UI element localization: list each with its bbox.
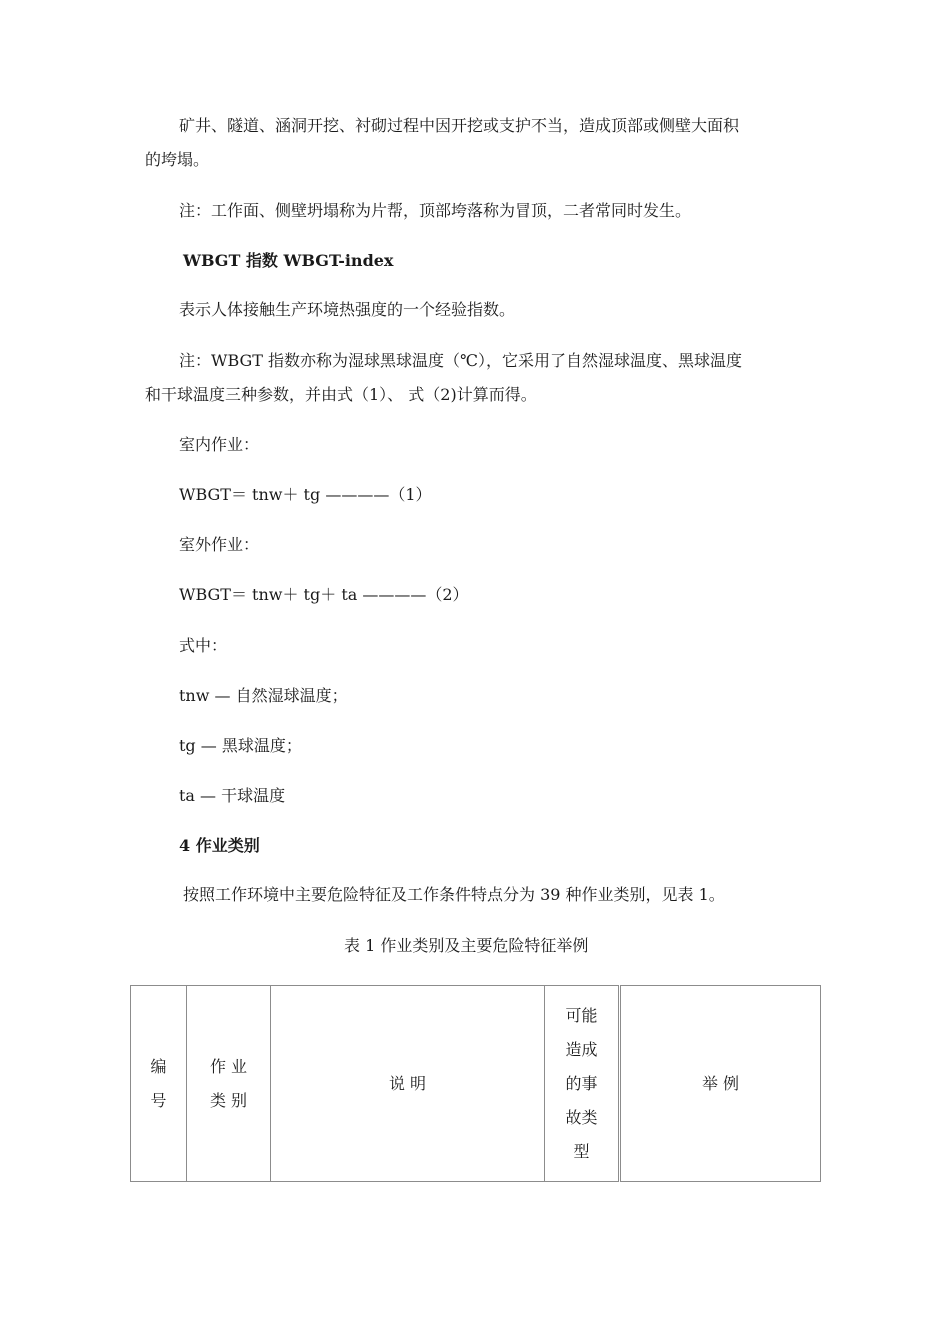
section-4-text: 按照工作环境中主要危险特征及工作条件特点分为 39 种作业类别，见表 1。	[183, 885, 725, 904]
collapse-paragraph-line1: 矿井、隧道、涵洞开挖、衬砌过程中因开挖或支护不当，造成顶部或侧壁大面积	[179, 116, 740, 135]
header-accident-types: 可能 造成 的事 故类 型	[545, 986, 620, 1182]
formula-outdoor: WBGT＝ tnw＋ tg＋ ta ————（2）	[179, 585, 469, 604]
definition-tnw: tnw — 自然湿球温度；	[179, 686, 348, 705]
wbgt-note-line2: 和干球温度三种参数，并由式（1）、 式（2)计算而得。	[145, 385, 537, 404]
wbgt-definition: 表示人体接触生产环境热强度的一个经验指数。	[179, 300, 516, 319]
where-label: 式中：	[179, 636, 228, 655]
indoor-label: 室内作业：	[179, 435, 260, 454]
collapse-paragraph-line2: 的垮塌。	[145, 150, 210, 169]
header-examples: 举 例	[620, 986, 821, 1182]
header-number: 编 号	[131, 986, 187, 1182]
wbgt-term-heading: WBGT 指数 WBGT-index	[183, 251, 394, 270]
header-description: 说 明	[271, 986, 545, 1182]
wbgt-note-line1: 注：WBGT 指数亦称为湿球黑球温度（℃），它采用了自然湿球温度、黑球温度	[179, 351, 742, 370]
work-category-table	[130, 985, 821, 1182]
table-caption: 表 1 作业类别及主要危险特征举例	[344, 936, 589, 955]
collapse-note: 注：工作面、侧壁坍塌称为片帮，顶部垮落称为冒顶，二者常同时发生。	[179, 201, 692, 220]
section-4-heading: 4 作业类别	[179, 836, 260, 855]
table-header-row	[131, 986, 821, 1182]
formula-indoor: WBGT＝ tnw＋ tg ————（1）	[179, 485, 432, 504]
outdoor-label: 室外作业：	[179, 535, 260, 554]
header-category: 作 业 类 别	[187, 986, 271, 1182]
definition-ta: ta — 干球温度	[179, 786, 286, 805]
definition-tg: tg — 黑球温度；	[179, 736, 302, 755]
